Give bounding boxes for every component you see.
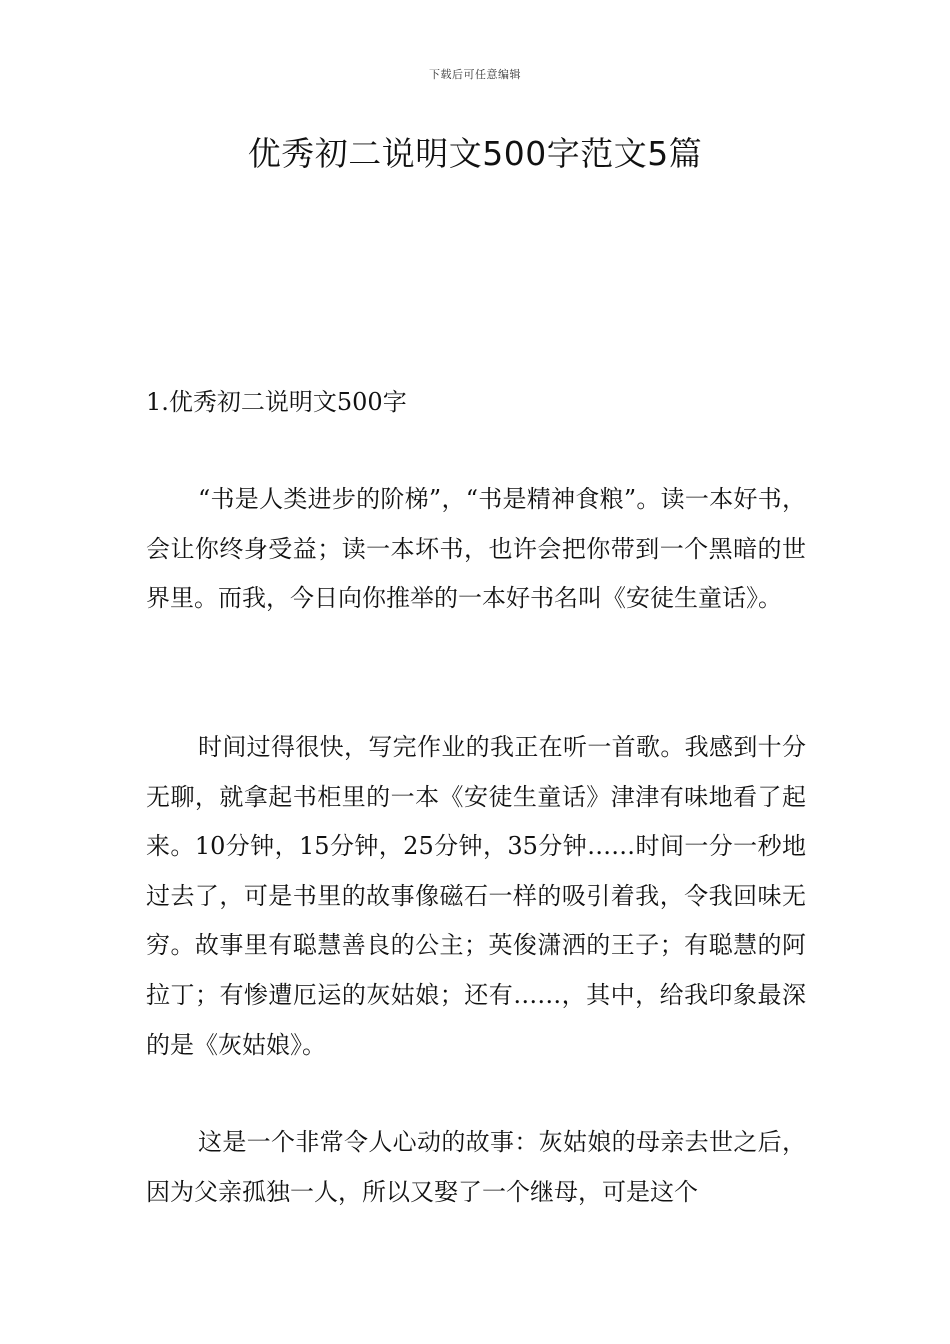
header-note: 下载后可任意编辑	[429, 68, 521, 81]
paragraph-1: “书是人类进步的阶梯”，“书是精神食粮”。读一本好书，会让你终身受益；读一本坏书，也许会把你带到一个黑暗的世界里。而我，今日向你推举的一本好书名叫《安徒生童话》。	[146, 485, 806, 613]
section-heading: 1.优秀初二说明文500字	[146, 388, 407, 416]
paragraph-3: 这是一个非常令人心动的故事：灰姑娘的母亲去世之后，因为父亲孤独一人，所以又娶了一个继母，可是这个	[146, 1128, 806, 1206]
document-title: 优秀初二说明文500字范文5篇	[247, 134, 703, 173]
paragraph-2: 时间过得很快，写完作业的我正在听一首歌。我感到十分无聊，就拿起书柜里的一本《安徒生童话》津津有味地看了起来。10分钟，15分钟，25分钟，35分钟……时间一分一秒地过去了，可是书里的故事像磁石一样的吸引着我，令我回味无穷。故事里有聪慧善良的公主；英俊潇洒的王子；有聪慧的阿拉丁；有惨遭厄运的灰姑娘；还有……，其中，给我印象最深的是《灰姑娘》。	[146, 733, 806, 1059]
